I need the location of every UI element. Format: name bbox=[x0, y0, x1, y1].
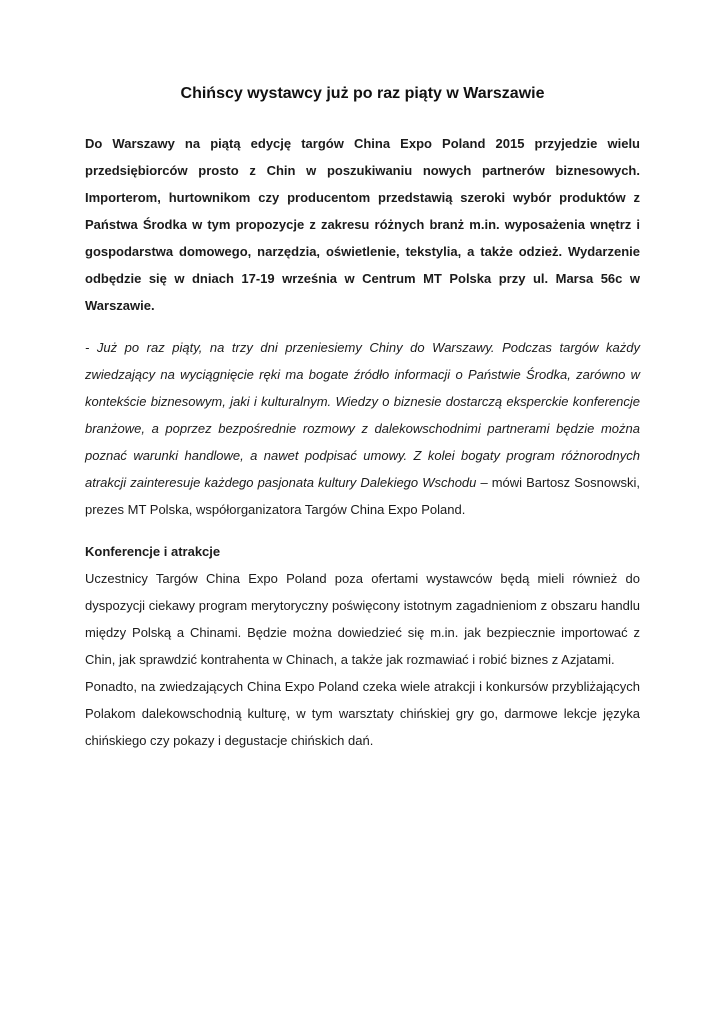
quote-attribution: – mówi Bartosz Sosnowski, prezes MT Polska, współorganizatora Targów China Expo Poland. bbox=[85, 475, 640, 517]
section-heading: Konferencje i atrakcje bbox=[85, 544, 221, 559]
quote-paragraph bbox=[85, 334, 640, 523]
section-paragraph-2: Ponadto, na zwiedzających China Expo Poland czeka wiele atrakcji i konkursów przybliżających Polakom dalekowschodnią kulturę, w tym warsztaty chińskiej gry go, darmowe lekcje języka chińskiego czy pokazy i degustacje chińskich dań. bbox=[85, 679, 640, 748]
quote-text: - Już po raz piąty, na trzy dni przeniesiemy Chiny do Warszawy. Podczas targów każdy zwiedzający na wyciągnięcie ręki ma bogate źródło informacji o Państwie Środka, zarówno w kontekście biznesowym, jaki i kulturalnym. Wiedzy o biznesie dostarczą eksperckie konferencje branżowe, a poprzez bezpośrednie rozmowy z dalekowschodnimi partnerami będzie można poznać warunki handlowe, a nawet podpisać umowy. Z kolei bogaty program różnorodnych atrakcji zainteresuje każdego pasjonata kultury Dalekiego Wschodu bbox=[85, 340, 640, 490]
intro-paragraph: Do Warszawy na piątą edycję targów China Expo Poland 2015 przyjedzie wielu przedsiębiorców prosto z Chin w poszukiwaniu nowych partnerów biznesowych. Importerom, hurtownikom czy producentom przedstawią szeroki wybór produktów z Państwa Środka w tym propozycje z zakresu różnych branż m.in. wyposażenia wnętrz i gospodarstwa domowego, narzędzia, oświetlenie, tekstylia, a także odzież. Wydarzenie odbędzie się w dniach 17-19 września w Centrum MT Polska przy ul. Marsa 56c w Warszawie. bbox=[85, 136, 640, 313]
section-paragraph-1: Uczestnicy Targów China Expo Poland poza ofertami wystawców będą mieli również do dyspozycji ciekawy program merytoryczny poświęcony istotnym zagadnieniom z obszaru handlu między Polską a Chinami. Będzie można dowiedzieć się m.in. jak bezpiecznie importować z Chin, jak sprawdzić kontrahenta w Chinach, a także jak rozmawiać i robić biznes z Azjatami. bbox=[85, 571, 640, 667]
document-title: Chińscy wystawcy już po raz piąty w Warszawie bbox=[180, 85, 545, 102]
